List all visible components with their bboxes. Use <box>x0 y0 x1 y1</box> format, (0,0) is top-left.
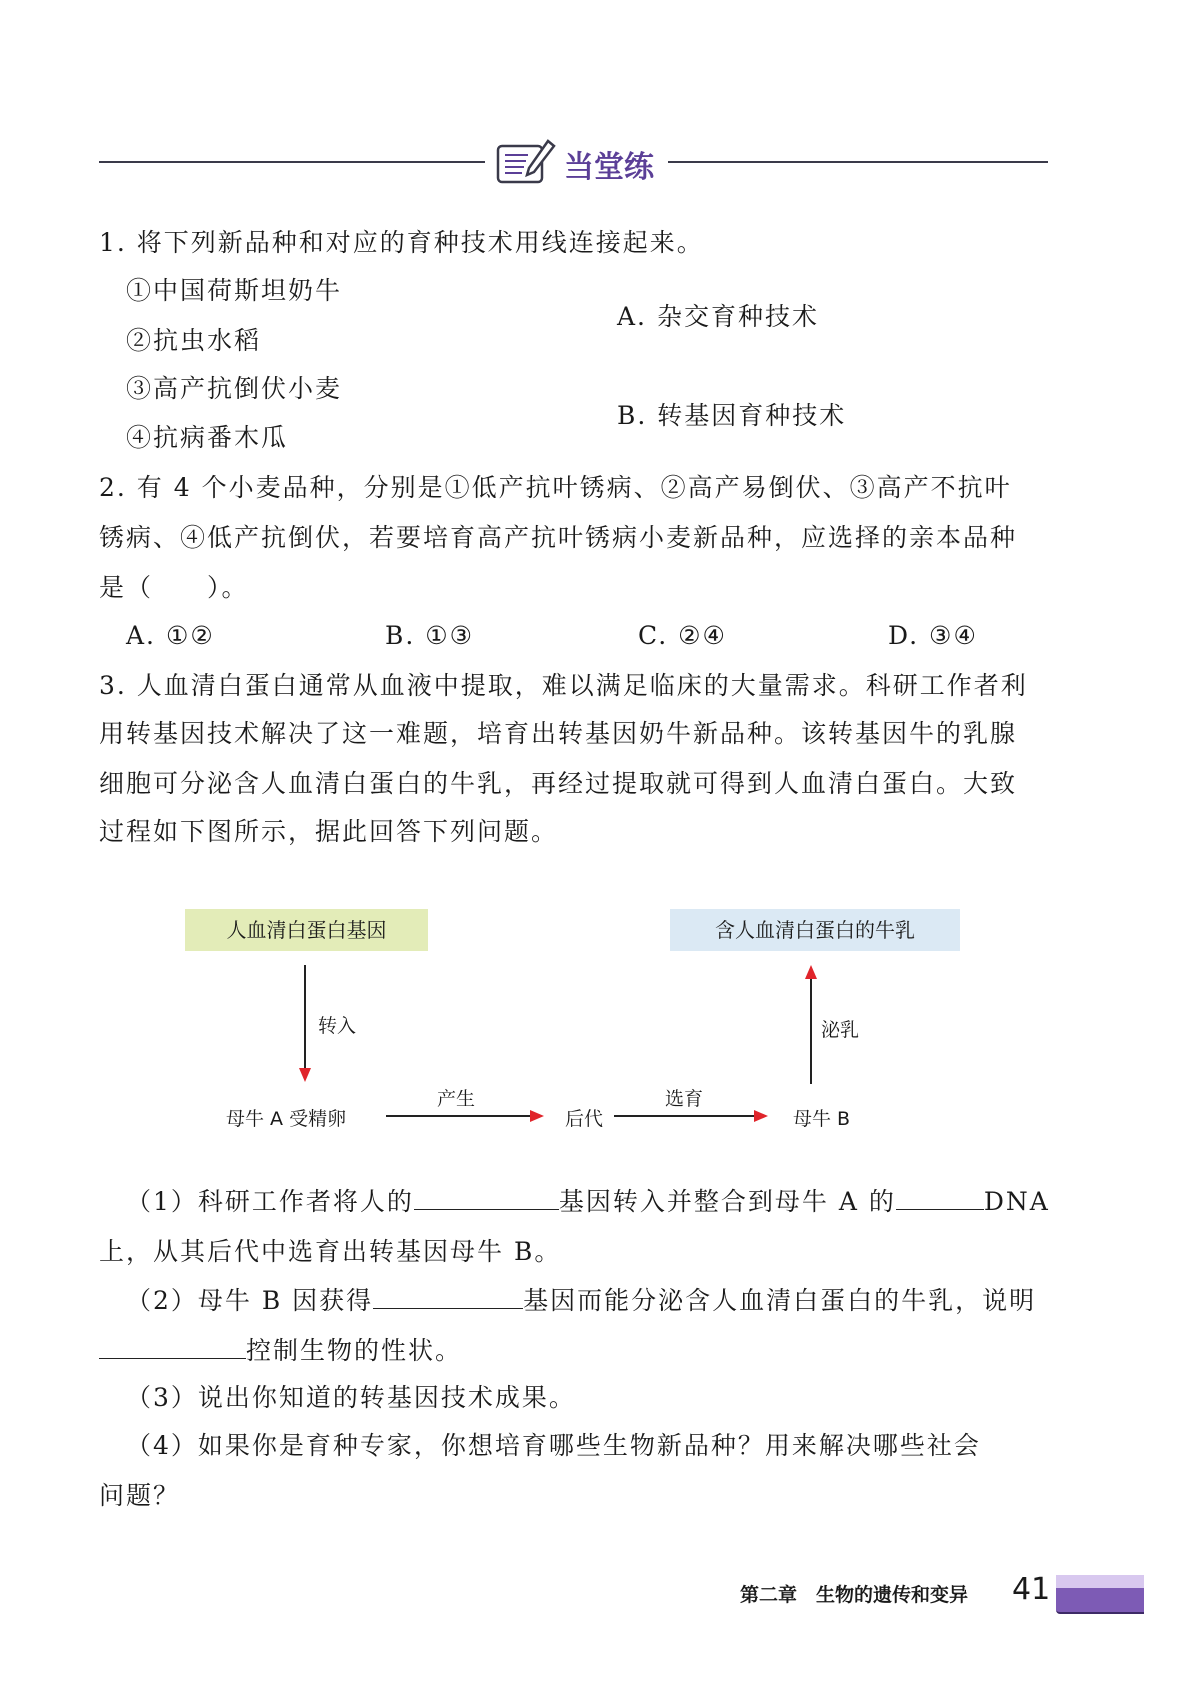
arrowhead-up <box>805 965 817 979</box>
arrowhead-down <box>299 1068 311 1082</box>
sub-q4: （4）如果你是育种专家，你想培育哪些生物新品种？用来解决哪些社会 <box>126 1431 981 1460</box>
sub-q2-text: 控制生物的性状。 <box>246 1336 463 1365</box>
sub-q2 <box>126 1284 1036 1317</box>
header-rule-left <box>99 161 485 163</box>
produce-label: 产生 <box>437 1088 476 1110</box>
answer-blank[interactable] <box>896 1185 984 1210</box>
q1-tech: B. 转基因育种技术 <box>617 401 847 430</box>
milk-box: 含人血清白蛋白的牛乳 <box>670 909 960 951</box>
q1-item: ④抗病番木瓜 <box>126 423 289 452</box>
gene-box: 人血清白蛋白基因 <box>185 909 428 951</box>
page-number: 41 <box>1012 1572 1051 1607</box>
q1-item: ①中国荷斯坦奶牛 <box>126 276 343 305</box>
q2-line: 2. 有 4 个小麦品种，分别是①低产抗叶锈病、②高产易倒伏、③高产不抗叶 <box>99 473 1012 502</box>
offspring-label: 后代 <box>565 1108 604 1130</box>
sub-q3: （3）说出你知道的转基因技术成果。 <box>126 1383 576 1412</box>
sub-q2-cont <box>99 1334 462 1367</box>
sub-q1-cont: 上，从其后代中选育出转基因母牛 B。 <box>99 1237 562 1266</box>
notepad-pencil-icon <box>496 138 556 186</box>
q2-line: 锈病、④低产抗倒伏，若要培育高产抗叶锈病小麦新品种，应选择的亲本品种 <box>99 523 1018 552</box>
lactate-label: 泌乳 <box>821 1019 860 1041</box>
transfer-arrow <box>304 965 306 1069</box>
q2-option-d: D. ③④ <box>888 621 978 650</box>
produce-arrow <box>386 1115 531 1117</box>
sub-q1-text: （1）科研工作者将人的 <box>126 1187 414 1216</box>
q2-option-c: C. ②④ <box>638 621 727 650</box>
select-label: 选育 <box>665 1088 704 1110</box>
answer-blank[interactable] <box>99 1334 246 1359</box>
sub-q1 <box>126 1185 1050 1218</box>
sub-q4-cont: 问题？ <box>99 1481 181 1510</box>
sub-q1-text: 基因转入并整合到母牛 A 的 <box>558 1187 896 1216</box>
lactate-arrow <box>810 978 812 1084</box>
select-arrow <box>614 1115 754 1117</box>
answer-blank[interactable] <box>373 1284 523 1309</box>
chapter-title: 第二章 生物的遗传和变异 <box>740 1584 969 1606</box>
section-title: 当堂练 <box>564 150 654 185</box>
page-tab <box>1056 1575 1144 1614</box>
sub-q1-text: DNA <box>983 1187 1050 1216</box>
q1-stem: 1. 将下列新品种和对应的育种技术用线连接起来。 <box>99 228 704 257</box>
sub-q2-text: （2）母牛 B 因获得 <box>126 1286 374 1315</box>
q1-item: ②抗虫水稻 <box>126 326 262 355</box>
answer-blank[interactable] <box>414 1185 559 1210</box>
q2-option-b: B. ①③ <box>385 621 475 650</box>
q3-line: 用转基因技术解决了这一难题，培育出转基因奶牛新品种。该转基因牛的乳腺 <box>99 719 1018 748</box>
egg-label: 母牛 A 受精卵 <box>226 1108 347 1130</box>
q3-line: 细胞可分泌含人血清白蛋白的牛乳，再经过提取就可得到人血清白蛋白。大致 <box>99 769 1018 798</box>
q2-option-a: A. ①② <box>126 621 215 650</box>
q3-line: 过程如下图所示，据此回答下列问题。 <box>99 817 559 846</box>
q3-line: 3. 人血清白蛋白通常从血液中提取，难以满足临床的大量需求。科研工作者利 <box>99 671 1028 700</box>
header-rule-right <box>668 161 1048 163</box>
sub-q2-text: 基因而能分泌含人血清白蛋白的牛乳，说明 <box>523 1286 1037 1315</box>
cow-b-label: 母牛 B <box>793 1108 851 1130</box>
q1-tech: A. 杂交育种技术 <box>617 302 819 331</box>
transfer-label: 转入 <box>318 1015 357 1037</box>
q1-item: ③高产抗倒伏小麦 <box>126 374 343 403</box>
arrowhead-right <box>754 1110 768 1122</box>
q2-line: 是（ ）。 <box>99 573 249 602</box>
arrowhead-right <box>530 1110 544 1122</box>
